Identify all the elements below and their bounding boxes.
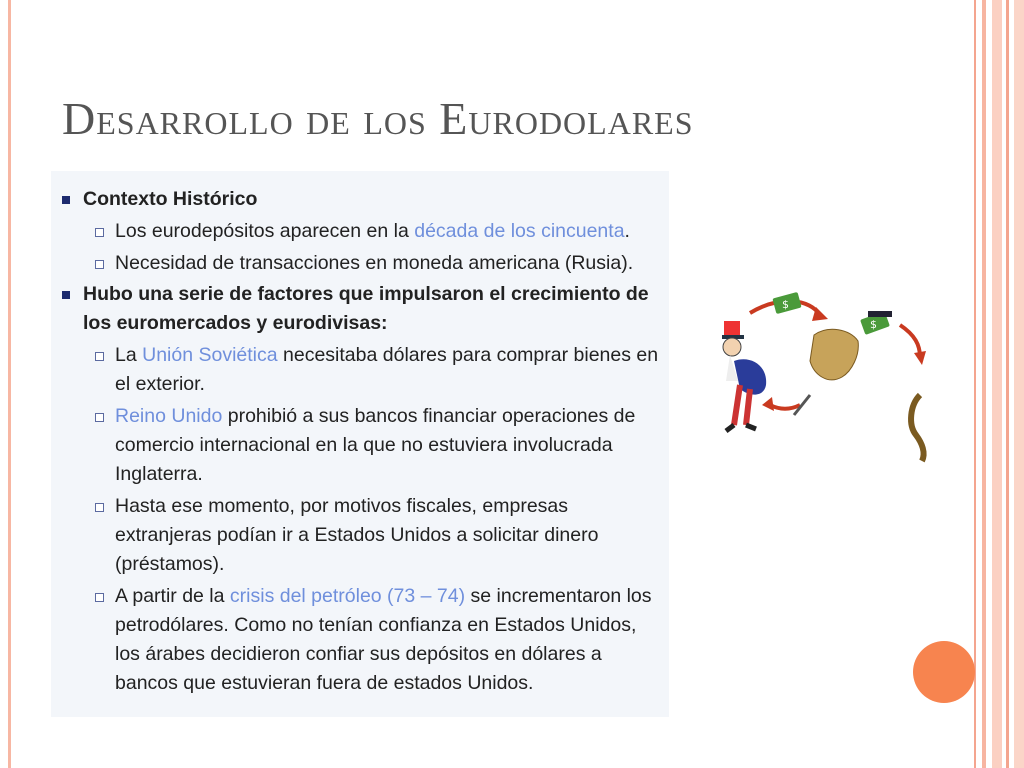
decorative-circle <box>913 641 975 703</box>
arrow-icon <box>900 325 920 357</box>
hollow-square-bullet-icon <box>95 352 104 361</box>
hollow-square-bullet-icon <box>95 228 104 237</box>
slide-left-border <box>8 0 11 768</box>
uncle-sam-figure <box>722 321 766 431</box>
square-bullet-icon <box>62 291 70 299</box>
svg-text:$: $ <box>782 298 789 311</box>
list-item: A partir de la crisis del petróleo (73 – 74) se incrementaron los petrodólares. Como no tenían confianza en Estados Unidos, los árabes decidieron confiar sus depósitos en dólares a bancos que estuvieran fuera de estados Unidos. <box>61 582 659 698</box>
square-bullet-icon <box>62 196 70 204</box>
list-item: Reino Unido prohibió a sus bancos financiar operaciones de comercio internacional en la que no estuviera involucrada Inglaterra. <box>61 402 659 489</box>
arrow-icon <box>770 405 800 409</box>
list-item: Necesidad de transacciones en moneda americana (Rusia). <box>61 249 659 278</box>
hyperlink[interactable]: Unión Soviética <box>142 344 278 366</box>
list-item: La Unión Soviética necesitaba dólares para comprar bienes en el exterior. <box>61 341 659 399</box>
hyperlink[interactable]: Reino Unido <box>115 405 223 427</box>
map-shape <box>810 329 858 380</box>
hollow-square-bullet-icon <box>95 593 104 602</box>
hollow-square-bullet-icon <box>95 503 104 512</box>
hyperlink[interactable]: crisis del petróleo (73 – 74) <box>229 585 466 607</box>
list-item: Los eurodepósitos aparecen en la década de los cincuenta. <box>61 217 659 246</box>
list-item: Hasta ese momento, por motivos fiscales, empresas extranjeras podían ir a Estados Unidos a solicitar dinero (préstamos). <box>61 492 659 579</box>
hollow-square-bullet-icon <box>95 413 104 422</box>
svg-text:$: $ <box>870 318 877 331</box>
content-panel <box>51 171 669 717</box>
hyperlink[interactable]: década de los cincuenta <box>414 220 625 242</box>
dollar-flow-cartoon-icon <box>710 285 932 465</box>
slide-right-border <box>974 0 1024 768</box>
section-heading: Contexto Histórico <box>61 185 659 214</box>
hollow-square-bullet-icon <box>95 260 104 269</box>
section-heading: Hubo una serie de factores que impulsaron el crecimiento de los euromercados y eurodivisas: <box>61 280 659 338</box>
slide-title: Desarrollo de los Eurodolares <box>62 93 694 144</box>
